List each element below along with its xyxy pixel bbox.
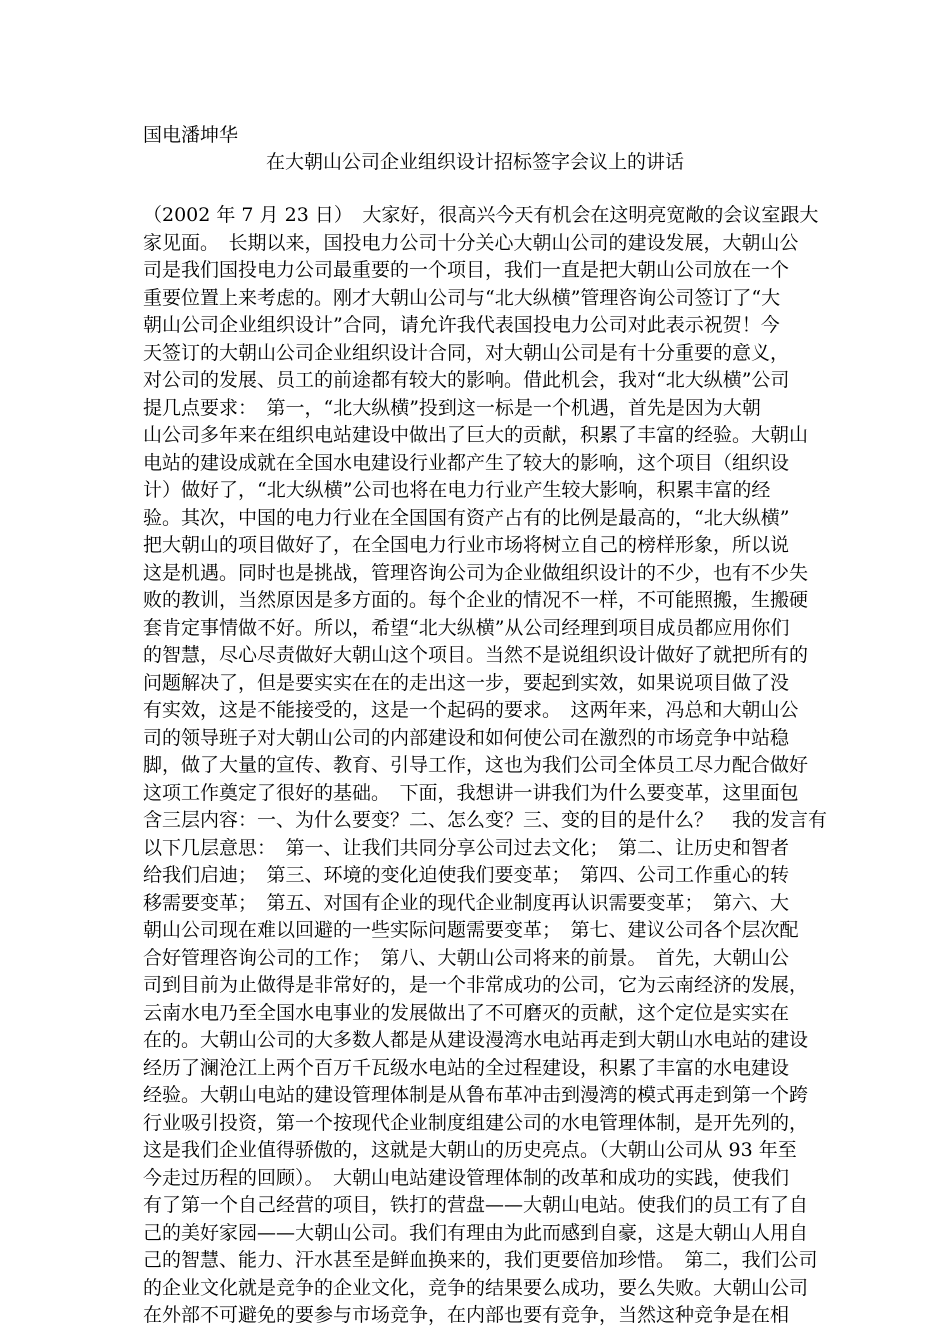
body-line: 验。其次，中国的电力行业在全国国有资产占有的比例是最高的，“北大纵横”: [143, 506, 790, 529]
body-line: 在的。大朝山公司的大多数人都是从建设漫湾水电站再走到大朝山水电站的建设: [143, 1029, 809, 1051]
body-line: 计）做好了，“北大纵横”公司也将在电力行业产生较大影响，积累丰富的经: [143, 479, 771, 501]
body-line: 脚，做了大量的宣传、教育、引导工作，这也为我们公司全体员工尽力配合做好: [143, 754, 809, 776]
author-line: 国电潘坤华: [143, 124, 239, 146]
body-line: 把大朝山的项目做好了，在全国电力行业市场将树立自己的榜样形象，所以说: [143, 534, 790, 556]
body-line: 的企业文化就是竞争的企业文化，竞争的结果要么成功，要么失败。大朝山公司: [143, 1276, 809, 1299]
body-line: 朝山公司现在难以回避的一些实际问题需要变革； 第七、建议公司各个层次配: [143, 919, 799, 941]
body-line: 经历了澜沧江上两个百万千瓦级水电站的全过程建设，积累了丰富的水电建设: [143, 1056, 790, 1079]
body-line: 给我们启迪； 第三、环境的变化迫使我们要变革； 第四、公司工作重心的转: [143, 864, 790, 886]
body-line: 的智慧，尽心尽责做好大朝山这个项目。当然不是说组织设计做好了就把所有的: [143, 644, 809, 666]
body-line: 经验。大朝山电站的建设管理体制是从鲁布革冲击到漫湾的模式再走到第一个跨: [143, 1084, 809, 1106]
body-line: 移需要变革； 第五、对国有企业的现代企业制度再认识需要变革； 第六、大: [143, 891, 790, 914]
body-line: 败的教训，当然原因是多方面的。每个企业的情况不一样，不可能照搬，生搬硬: [143, 589, 809, 611]
document-title: 在大朝山公司企业组织设计招标签字会议上的讲话: [265, 151, 684, 173]
body-line: 司是我们国投电力公司最重要的一个项目，我们一直是把大朝山公司放在一个: [143, 259, 790, 281]
body-line: 重要位置上来考虑的。刚才大朝山公司与“北大纵横”管理咨询公司签订了“大: [143, 286, 781, 309]
body-line: 朝山公司企业组织设计”合同，请允许我代表国投电力公司对此表示祝贺！今: [143, 314, 780, 336]
body-line: 对公司的发展、员工的前途都有较大的影响。借此机会，我对“北大纵横”公司: [143, 369, 790, 391]
body-line: 这项工作奠定了很好的基础。 下面，我想讲一讲我们为什么要变革，这里面包: [143, 781, 799, 804]
body-line: 山公司多年来在组织电站建设中做出了巨大的贡献，积累了丰富的经验。大朝山: [143, 424, 809, 446]
body-line: 提几点要求： 第一，“北大纵横”投到这一标是一个机遇，首先是因为大朝: [143, 396, 761, 419]
body-line: （2002 年 7 月 23 日） 大家好，很高兴今天有机会在这明亮宽敞的会议室跟大: [143, 204, 819, 226]
body-line: 合好管理咨询公司的工作； 第八、大朝山公司将来的前景。 首先，大朝山公: [143, 946, 790, 969]
body-line: 有实效，这是不能接受的，这是一个起码的要求。 这两年来，冯总和大朝山公: [143, 699, 799, 721]
body-line: 司的领导班子对大朝山公司的内部建设和如何使公司在激烈的市场竞争中站稳: [143, 726, 790, 749]
body-line: 在外部不可避免的要参与市场竞争，在内部也要有竞争，当然这种竞争是在相: [143, 1304, 790, 1326]
body-line: 套肯定事情做不好。所以，希望“北大纵横”从公司经理到项目成员都应用你们: [143, 616, 790, 639]
body-line: 电站的建设成就在全国水电建设行业都产生了较大的影响，这个项目（组织设: [143, 451, 790, 474]
body-line: 以下几层意思： 第一、让我们共同分享公司过去文化； 第二、让历史和智者: [143, 836, 790, 859]
body-line: 这是我们企业值得骄傲的，这就是大朝山的历史亮点。（大朝山公司从 93 年至: [143, 1139, 797, 1161]
body-line: 司到目前为止做得是非常好的，是一个非常成功的公司，它为云南经济的发展，: [143, 974, 809, 996]
body-line: 己的智慧、能力、汗水甚至是鲜血换来的，我们更要倍加珍惜。 第二，我们公司: [143, 1249, 818, 1271]
body-line: 问题解决了，但是要实实在在的走出这一步，要起到实效，如果说项目做了没: [143, 671, 790, 694]
body-line: 这是机遇。同时也是挑战，管理咨询公司为企业做组织设计的不少，也有不少失: [143, 561, 809, 584]
body-line: 有了第一个自己经营的项目，铁打的营盘——大朝山电站。使我们的员工有了自: [143, 1194, 809, 1216]
body-line: 云南水电乃至全国水电事业的发展做出了不可磨灭的贡献，这个定位是实实在: [143, 1001, 790, 1024]
body-line: 今走过历程的回顾）。 大朝山电站建设管理体制的改革和成功的实践，使我们: [143, 1166, 790, 1189]
body-line: 己的美好家园——大朝山公司。我们有理由为此而感到自豪，这是大朝山人用自: [143, 1221, 809, 1244]
body-line: 家见面。 长期以来，国投电力公司十分关心大朝山公司的建设发展，大朝山公: [143, 231, 799, 254]
speech-body: [143, 202, 828, 1330]
body-line: 行业吸引投资，第一个按现代企业制度组建公司的水电管理体制，是开先列的，: [143, 1111, 809, 1134]
body-line: 含三层内容：一、为什么要变？二、怎么变？三、变的目的是什么？ 我的发言有: [143, 809, 828, 831]
body-line: 天签订的大朝山公司企业组织设计合同，对大朝山公司是有十分重要的意义，: [143, 341, 790, 364]
